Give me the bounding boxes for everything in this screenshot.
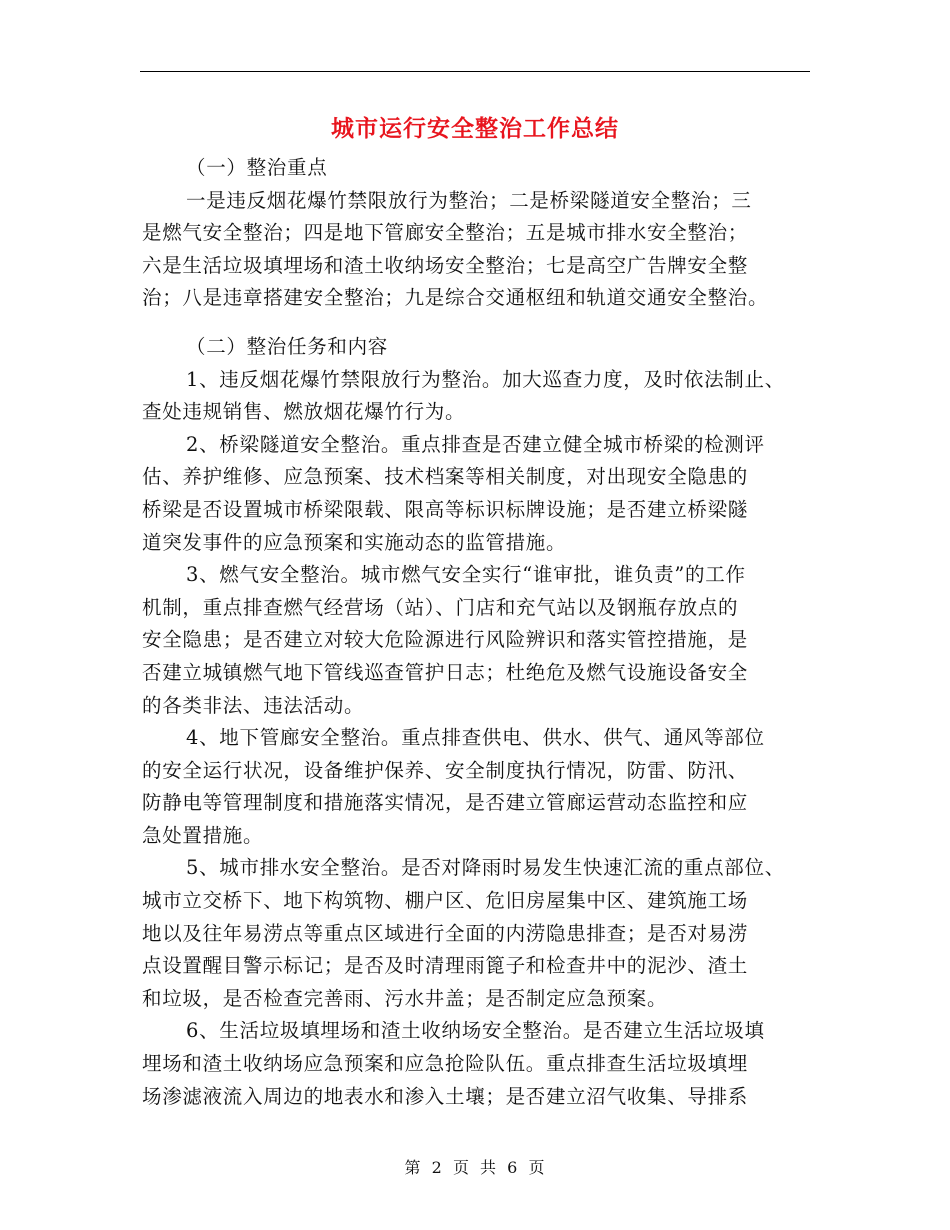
text-line: 急处置措施。	[142, 823, 264, 847]
text-line: 查处违规销售、燃放烟花爆竹行为。	[142, 400, 466, 424]
paragraph	[142, 559, 822, 722]
text-line: 3、燃气安全整治。城市燃气安全实行“谁审批，谁负责”的工作	[186, 563, 746, 587]
text-line: 估、养护维修、应急预案、技术档案等相关制度，对出现安全隐患的	[142, 465, 749, 489]
text-line: 和垃圾，是否检查完善雨、污水井盖；是否制定应急预案。	[142, 986, 668, 1010]
text-line: 道突发事件的应急预案和实施动态的监管措施。	[142, 530, 567, 554]
header-rule	[140, 71, 810, 72]
paragraph	[142, 185, 822, 315]
text-line: 1、违反烟花爆竹禁限放行为整治。加大巡查力度，及时依法制止、	[186, 367, 785, 391]
footer-total-pages: 6	[507, 1158, 519, 1177]
footer-total-word: 共	[480, 1158, 498, 1177]
text-line: （二）整治任务和内容	[186, 334, 389, 358]
text-line: 城市立交桥下、地下构筑物、棚户区、危旧房屋集中区、建筑施工场	[142, 889, 749, 913]
text-line: 安全隐患；是否建立对较大危险源进行风险辨识和落实管控措施，是	[142, 628, 749, 652]
footer-suffix: 页	[528, 1158, 546, 1177]
text-line: 桥梁是否设置城市桥梁限载、限高等标识标牌设施；是否建立桥梁隧	[142, 497, 749, 521]
text-line: 是燃气安全整治；四是地下管廊安全整治；五是城市排水安全整治；	[142, 221, 749, 245]
section-heading	[142, 152, 822, 185]
text-line: 点设置醒目警示标记；是否及时清理雨篦子和检查井中的泥沙、渣土	[142, 954, 749, 978]
text-line: 2、桥梁隧道安全整治。重点排查是否建立健全城市桥梁的检测评	[186, 432, 765, 456]
paragraph-gap	[142, 315, 822, 331]
text-line: 一是违反烟花爆竹禁限放行为整治；二是桥梁隧道安全整治；三	[186, 188, 752, 212]
text-line: 的各类非法、违法活动。	[142, 693, 365, 717]
document-title: 城市运行安全整治工作总结	[331, 115, 619, 142]
text-line: （一）整治重点	[186, 156, 328, 179]
footer-prefix: 第	[404, 1158, 422, 1177]
text-line: 机制，重点排查燃气经营场（站）、门店和充气站以及钢瓶存放点的	[142, 595, 739, 619]
text-line: 的安全运行状况，设备维护保养、安全制度执行情况，防雷、防汛、	[142, 758, 749, 782]
page-footer	[0, 1155, 950, 1178]
text-line: 治；八是违章搭建安全整治；九是综合交通枢纽和轨道交通安全整治。	[142, 286, 769, 310]
text-line: 防静电等管理制度和措施落实情况，是否建立管廊运营动态监控和应	[142, 791, 749, 815]
text-line: 5、城市排水安全整治。是否对降雨时易发生快速汇流的重点部位、	[186, 856, 785, 880]
paragraph	[142, 364, 822, 429]
section-heading	[142, 331, 822, 364]
text-line: 4、地下管廊安全整治。重点排查供电、供水、供气、通风等部位	[186, 726, 765, 750]
text-line: 场渗滤液流入周边的地表水和渗入土壤；是否建立沼气收集、导排系	[142, 1084, 749, 1108]
text-line: 埋场和渣土收纳场应急预案和应急抢险队伍。重点排查生活垃圾填埋	[142, 1052, 749, 1076]
paragraph	[142, 1015, 822, 1113]
text-line: 6、生活垃圾填埋场和渣土收纳场安全整治。是否建立生活垃圾填	[186, 1019, 765, 1043]
paragraph	[142, 429, 822, 559]
text-line: 地以及往年易涝点等重点区域进行全面的内涝隐患排查；是否对易涝	[142, 921, 749, 945]
paragraph	[142, 852, 822, 1015]
paragraph	[142, 722, 822, 852]
document-body	[142, 152, 822, 1113]
text-line: 六是生活垃圾填埋场和渣土收纳场安全整治；七是高空广告牌安全整	[142, 253, 749, 277]
footer-page-number: 2	[431, 1158, 443, 1177]
text-line: 否建立城镇燃气地下管线巡查管护日志；杜绝危及燃气设施设备安全	[142, 660, 749, 684]
footer-page-word: 页	[452, 1158, 470, 1177]
